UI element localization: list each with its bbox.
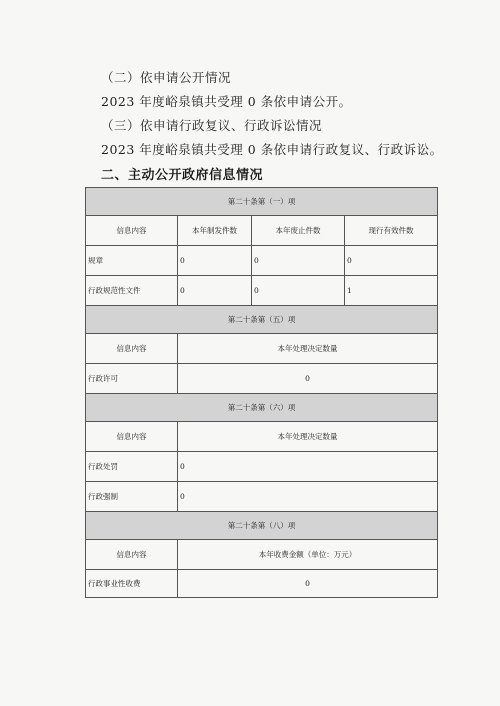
section-row-article20-8	[86, 512, 438, 540]
header-cell-issued: 本年制发件数	[178, 216, 252, 246]
value-cell: 0	[178, 452, 438, 482]
table-row	[86, 364, 438, 394]
row-label: 行政处罚	[86, 452, 178, 482]
paragraph-apply-disclosure-heading: （二）依申请公开情况	[101, 70, 232, 85]
value-cell: 0	[178, 276, 252, 306]
section-title: 第二十条第（六）项	[86, 394, 438, 422]
header-cell-decisions: 本年处理决定数量	[178, 334, 438, 364]
section-title: 第二十条第（八）项	[86, 512, 438, 540]
value-cell: 1	[345, 276, 438, 306]
row-label: 行政规范性文件	[86, 276, 178, 306]
row-label: 行政许可	[86, 364, 178, 394]
section-title: 第二十条第（五）项	[86, 306, 438, 334]
table-row	[86, 570, 438, 598]
header-cell-decisions: 本年处理决定数量	[178, 422, 438, 452]
header-cell-fee-amount: 本年收费金额（单位：万元）	[178, 540, 438, 570]
paragraph-review-litigation-heading: （三）依申请行政复议、行政诉讼情况	[101, 118, 323, 133]
section-heading: 二、主动公开政府信息情况	[101, 168, 264, 183]
paragraph-review-litigation-text: 2023 年度峪泉镇共受理 0 条依申请行政复议、行政诉讼。	[101, 142, 443, 157]
section-title: 第二十条第（一）项	[86, 188, 438, 216]
value-cell: 0	[252, 246, 345, 276]
value-cell: 0	[178, 570, 438, 598]
header-row	[86, 422, 438, 452]
value-cell: 0	[252, 276, 345, 306]
section-row-article20-5	[86, 306, 438, 334]
header-cell-abolished: 本年废止件数	[252, 216, 345, 246]
paragraph-apply-disclosure-text: 2023 年度峪泉镇共受理 0 条依申请公开。	[101, 94, 352, 109]
section-row-article20-6	[86, 394, 438, 422]
header-row	[86, 540, 438, 570]
header-cell-valid: 现行有效件数	[345, 216, 438, 246]
table-row	[86, 246, 438, 276]
header-cell-content: 信息内容	[86, 334, 178, 364]
header-cell-content: 信息内容	[86, 422, 178, 452]
table-row	[86, 452, 438, 482]
section-row-article20-1	[86, 188, 438, 216]
value-cell: 0	[345, 246, 438, 276]
header-cell-content: 信息内容	[86, 540, 178, 570]
value-cell: 0	[178, 246, 252, 276]
info-disclosure-table	[85, 187, 438, 598]
header-row	[86, 334, 438, 364]
row-label: 行政强制	[86, 482, 178, 512]
row-label: 规章	[86, 246, 178, 276]
header-row	[86, 216, 438, 246]
table-row	[86, 276, 438, 306]
table-row	[86, 482, 438, 512]
header-cell-content: 信息内容	[86, 216, 178, 246]
value-cell: 0	[178, 482, 438, 512]
value-cell: 0	[178, 364, 438, 394]
row-label: 行政事业性收费	[86, 570, 178, 598]
